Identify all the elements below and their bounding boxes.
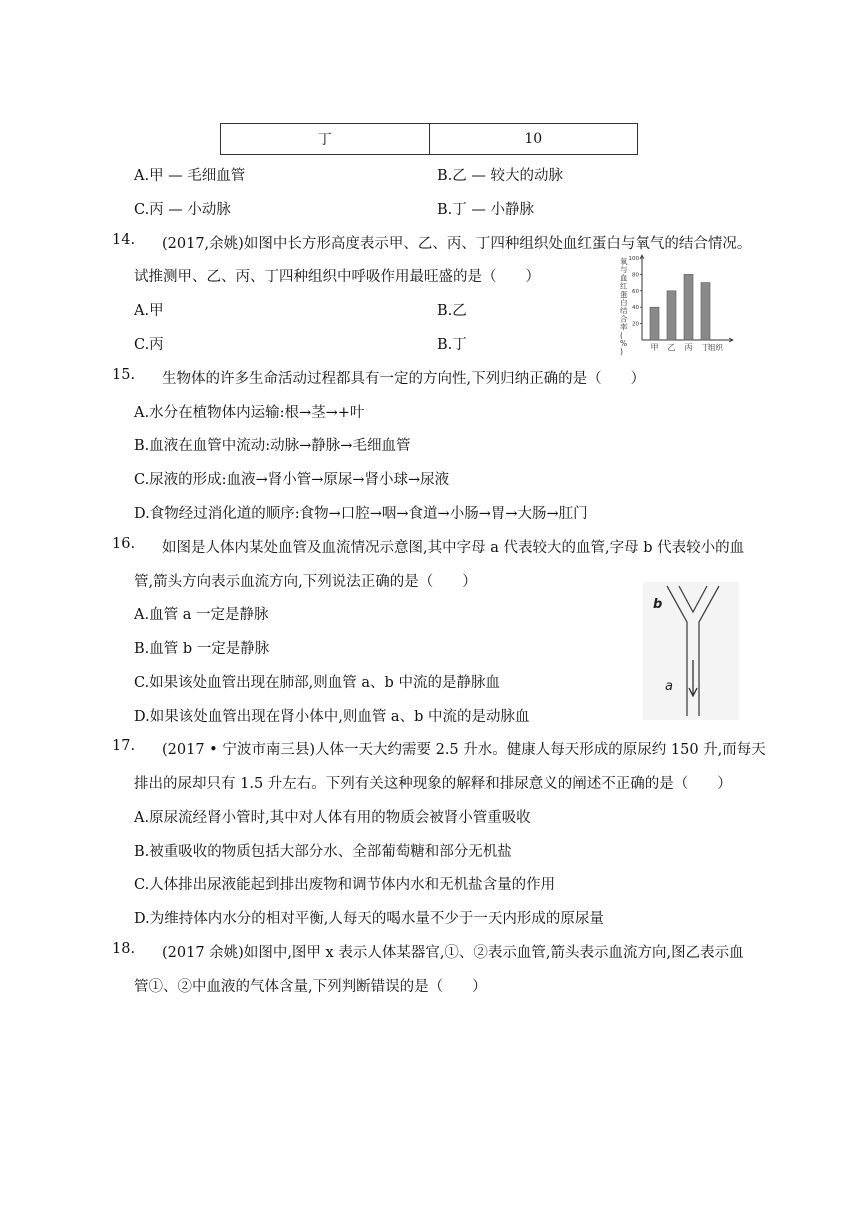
q14-option-d: B.丁 <box>437 337 467 353</box>
q18-stem-line1: (2017 余姚)如图中,图甲 x 表示人体某器官,①、②表示血管,箭头表示血流方向,图乙表示血 <box>162 945 744 961</box>
q17-option-a: A.原尿流经肾小管时,其中对人体有用的物质会被肾小管重吸收 <box>134 810 531 826</box>
q16-option-b: B.血管 b 一定是静脉 <box>134 641 270 657</box>
q16-vessel-diagram <box>643 582 739 720</box>
chart-bar-0 <box>650 307 659 340</box>
data-table <box>220 123 638 155</box>
q15-number: 15. <box>112 367 136 383</box>
q17-option-b: B.被重吸收的物质包括大部分水、全部葡萄糖和部分无机盐 <box>134 844 512 860</box>
chart-category-label: 甲 <box>650 343 659 352</box>
chart-y-tick-label: 40 <box>632 305 639 312</box>
q18-number: 18. <box>112 941 136 957</box>
q16-option-a: A.血管 a 一定是静脉 <box>134 607 269 623</box>
q17-stem-line1: (2017 • 宁波市南三县)人体一天大约需要 2.5 升水。健康人每天形成的原尿约 150 升,而每天 <box>162 742 766 758</box>
q17-option-c: C.人体排出尿液能起到排出废物和调节体内水和无机盐含量的作用 <box>134 877 556 893</box>
chart-bar-2 <box>684 274 693 340</box>
q16-option-d: D.如果该处血管出现在肾小体中,则血管 a、b 中流的是动脉血 <box>134 709 530 725</box>
chart-category-label: 乙 <box>667 343 676 352</box>
chart-labels <box>651 343 724 352</box>
q17-stem-line2: 排出的尿却只有 1.5 升左右。下列有关这种现象的解释和排尿意义的阐述不正确的是（ ） <box>134 776 732 792</box>
chart-ylabel-text: 氧与血红蛋白结合率( % ) <box>620 257 628 357</box>
q16-stem-line2: 管,箭头方向表示血流方向,下列说法正确的是（ ） <box>134 574 477 590</box>
q16-option-c: C.如果该处血管出现在肺部,则血管 a、b 中流的是静脉血 <box>134 675 500 691</box>
q13-option-c: C.丙 — 小动脉 <box>134 202 231 218</box>
chart-bar-3 <box>701 283 710 340</box>
q14-stem-line1: (2017,余姚)如图中长方形高度表示甲、乙、丙、丁四种组织处血红蛋白与氧气的结合情况。 <box>162 236 752 252</box>
table-row <box>221 124 638 155</box>
chart-y-tick-label: 80 <box>632 272 639 279</box>
table-cell-value: 10 <box>429 124 638 155</box>
q15-option-b: B.血液在血管中流动:动脉→静脉→毛细血管 <box>134 438 411 454</box>
label-a: a <box>665 679 673 694</box>
chart-ylabel <box>620 256 628 356</box>
q13-option-d: B.丁 — 小静脉 <box>437 202 534 218</box>
table-cell-tissue: 丁 <box>221 124 430 155</box>
q15-option-d: D.食物经过消化道的顺序:食物→口腔→咽→食道→小肠→胃→大肠→肛门 <box>134 506 588 522</box>
q14-number: 14. <box>112 232 136 248</box>
q14-option-a: A.甲 <box>134 303 164 319</box>
q13-option-b: B.乙 — 较大的动脉 <box>437 168 563 184</box>
chart-bar-1 <box>667 291 676 340</box>
q13-option-a: A.甲 — 毛细血管 <box>134 168 246 184</box>
q18-stem-line2: 管①、②中血液的气体含量,下列判断错误的是（ ） <box>134 979 487 995</box>
q15-stem: 生物体的许多生命活动过程都具有一定的方向性,下列归纳正确的是（ ） <box>162 371 646 387</box>
chart-y-tick-label: 60 <box>632 288 639 295</box>
chart-category-label: 丁 <box>701 343 710 352</box>
chart-bars <box>650 274 710 340</box>
chart-y-tick-label: 100 <box>628 256 639 262</box>
q16-number: 16. <box>112 536 136 552</box>
chart-axes <box>629 255 734 342</box>
q17-option-d: D.为维持体内水分的相对平衡,人每天的喝水量不少于一天内形成的原尿量 <box>134 911 604 927</box>
chart-y-tick-label: 20 <box>632 321 639 328</box>
chart-category-label: 丙 <box>684 343 693 352</box>
q16-stem-line1: 如图是人体内某处血管及血流情况示意图,其中字母 a 代表较大的血管,字母 b 代表较小的血 <box>162 540 745 556</box>
label-b: b <box>653 597 663 612</box>
q15-option-a: A.水分在植物体内运输:根→茎→+叶 <box>134 405 365 421</box>
q14-option-b: B.乙 <box>437 303 467 319</box>
q17-number: 17. <box>112 738 136 754</box>
chart-xlabel: 组织 <box>708 343 723 352</box>
q14-stem-line2: 试推测甲、乙、丙、丁四种组织中呼吸作用最旺盛的是（ ） <box>134 269 540 285</box>
q14-option-c: C.丙 <box>134 337 164 353</box>
q15-option-c: C.尿液的形成:血液→肾小管→原尿→肾小球→尿液 <box>134 472 450 488</box>
q14-bar-chart <box>612 252 742 360</box>
